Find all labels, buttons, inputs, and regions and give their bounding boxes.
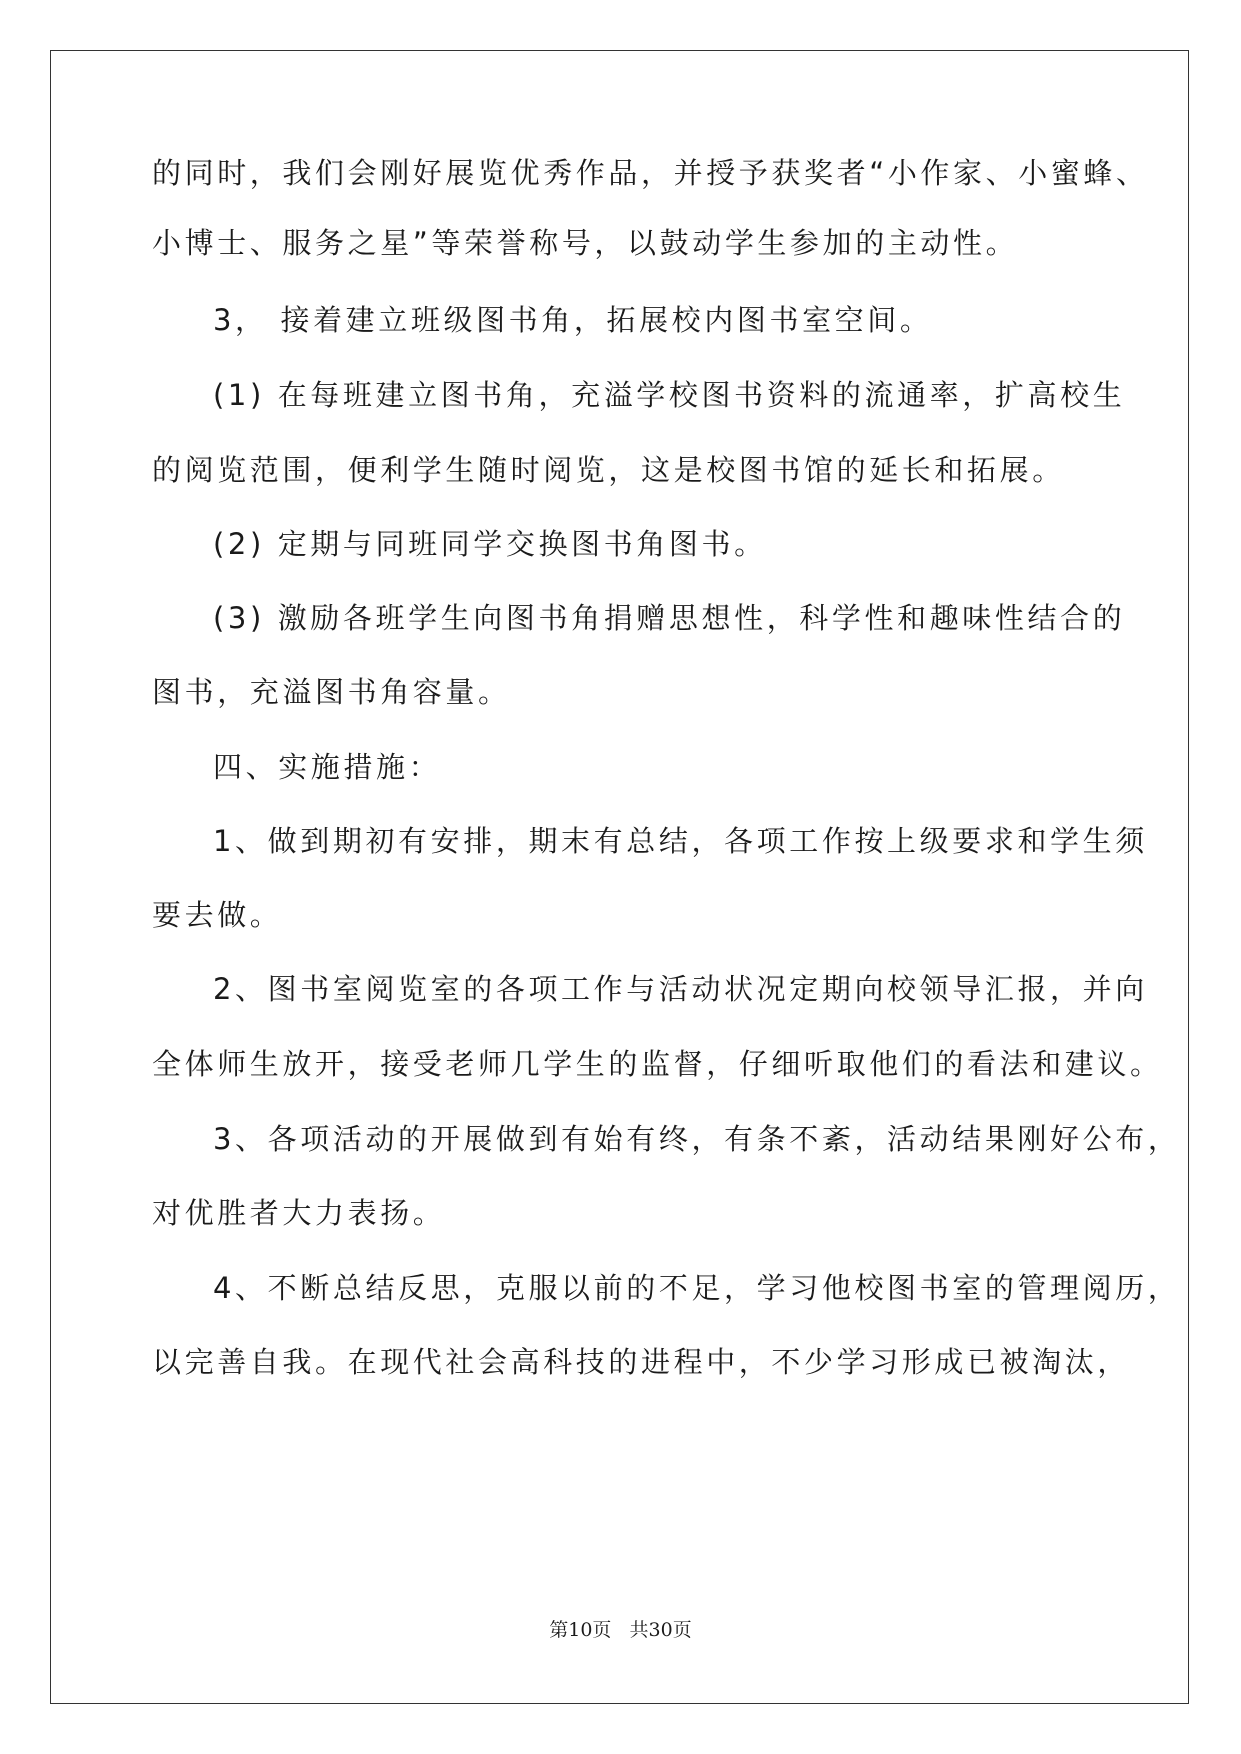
- body-line: 3、各项活动的开展做到有始有终，有条不紊，活动结果刚好公布，: [213, 1122, 1181, 1156]
- body-line: (3) 激励各班学生向图书角捐赠思想性，科学性和趣味性结合的: [213, 601, 1126, 635]
- body-line: 对优胜者大力表扬。: [152, 1196, 446, 1230]
- body-line: 以完善自我。在现代社会高科技的进程中，不少学习形成已被淘汰，: [152, 1345, 1131, 1379]
- body-line: 2、图书室阅览室的各项工作与活动状况定期向校领导汇报，并向: [213, 972, 1148, 1006]
- body-line: 要去做。: [152, 898, 283, 932]
- body-line: 1、做到期初有安排，期末有总结，各项工作按上级要求和学生须: [213, 824, 1148, 858]
- page-number: 第10页 共30页: [549, 1619, 692, 1641]
- body-line: 的同时，我们会刚好展览优秀作品，并授予获奖者“小作家、小蜜蜂、: [152, 156, 1149, 190]
- body-line: 四、实施措施：: [213, 750, 442, 784]
- body-line: (2) 定期与同班同学交换图书角图书。: [213, 527, 767, 561]
- body-line: 的阅览范围，便利学生随时阅览，这是校图书馆的延长和拓展。: [152, 453, 1065, 487]
- body-line: (1) 在每班建立图书角，充溢学校图书资料的流通率，扩高校生: [213, 378, 1126, 412]
- body-line: 3， 接着建立班级图书角，拓展校内图书室空间。: [213, 303, 933, 337]
- body-line: 小博士、服务之星”等荣誉称号，以鼓动学生参加的主动性。: [152, 226, 1019, 260]
- page-border: [50, 50, 1189, 1704]
- body-line: 图书，充溢图书角容量。: [152, 675, 511, 709]
- body-line: 4、不断总结反思，克服以前的不足，学习他校图书室的管理阅历，: [213, 1271, 1181, 1305]
- body-line: 全体师生放开，接受老师几学生的监督，仔细听取他们的看法和建议。: [152, 1047, 1163, 1081]
